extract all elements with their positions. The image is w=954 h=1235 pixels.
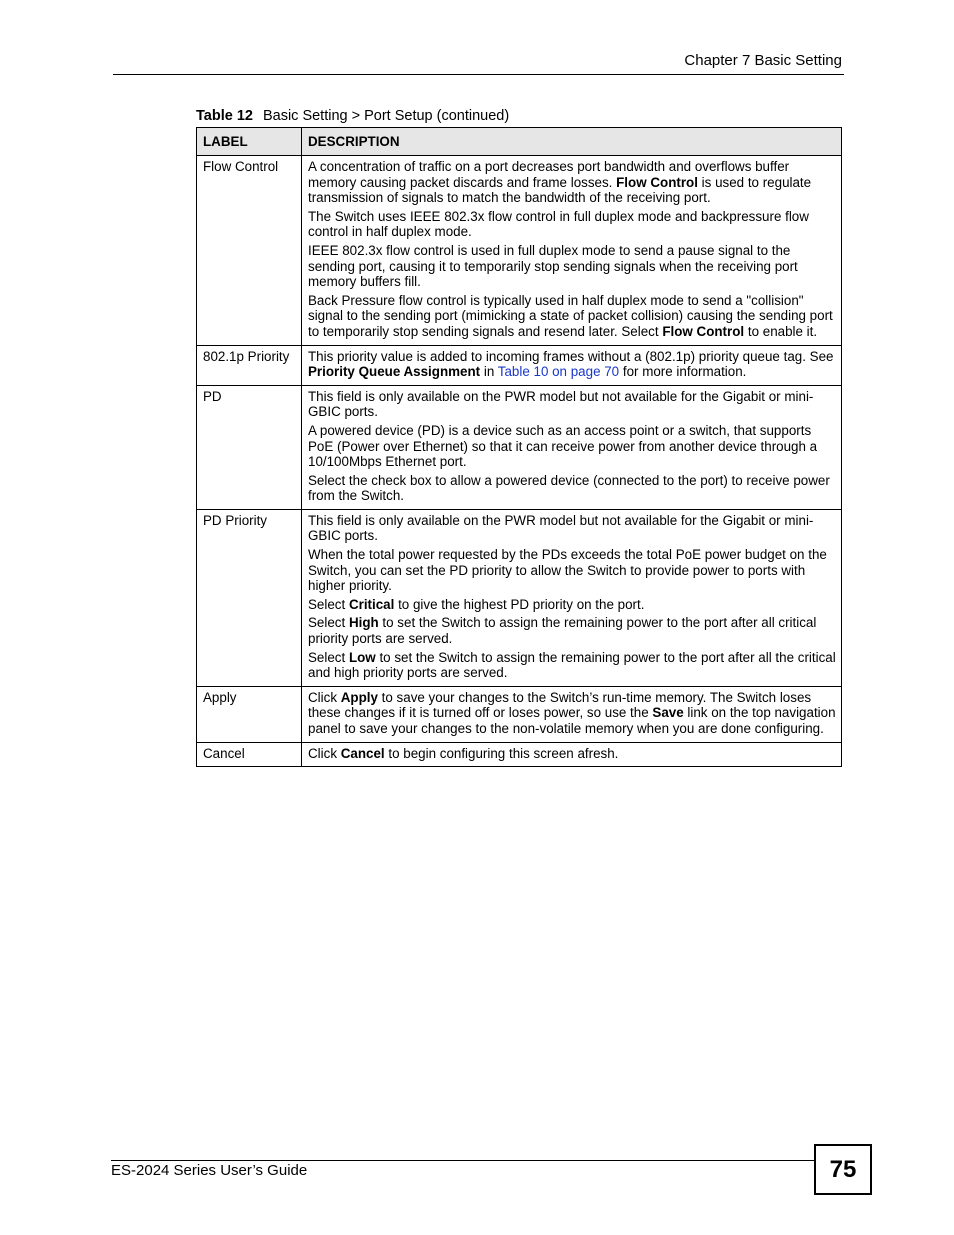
description-paragraph bbox=[308, 209, 836, 240]
text-run: is used to regulate transmission of signals to match the bandwidth of the receiving port. bbox=[308, 174, 812, 206]
bold-term: Cancel bbox=[340, 745, 385, 761]
text-run: The Switch uses IEEE 802.3x flow control in full duplex mode and backpressure flow control in half duplex mode. bbox=[308, 208, 809, 240]
description-paragraph bbox=[308, 690, 836, 737]
text-run: to enable it. bbox=[744, 323, 818, 339]
description-paragraph bbox=[308, 159, 836, 206]
text-run: Select bbox=[308, 596, 349, 612]
text-run: to save your changes to the Switch’s run-time memory. The Switch loses these changes if it is turned off or loses power, so use the bbox=[308, 689, 812, 721]
text-run: Click bbox=[308, 745, 341, 761]
table-row bbox=[197, 156, 842, 346]
footer-divider bbox=[111, 1160, 814, 1161]
description-column-header: DESCRIPTION bbox=[302, 128, 842, 156]
description-paragraph bbox=[308, 349, 836, 380]
text-run: Back Pressure flow control is typically used in half duplex mode to send a "collision" signal to the sending port (mimicking a state of packet collision) causing the sending port to temporarily stop sending signals and resend later. Select bbox=[308, 292, 833, 339]
row-description bbox=[302, 156, 842, 346]
bold-term: Apply bbox=[340, 689, 378, 705]
text-run: A concentration of traffic on a port decreases port bandwidth and overflows buffer memory causing packet discards and frame losses. bbox=[308, 159, 790, 190]
description-paragraph bbox=[308, 513, 836, 544]
text-run: Click bbox=[308, 689, 341, 705]
label-column-header: LABEL bbox=[197, 128, 302, 156]
row-description bbox=[302, 385, 842, 509]
description-paragraph bbox=[308, 473, 836, 504]
description-paragraph bbox=[308, 650, 836, 681]
bold-term: Critical bbox=[348, 596, 395, 612]
description-paragraph bbox=[308, 293, 836, 340]
text-run: When the total power requested by the PDs exceeds the total PoE power budget on the Switch, you can set the PD priority to allow the Switch to provide power to ports with higher priority. bbox=[308, 547, 827, 594]
bold-term: Flow Control bbox=[662, 323, 745, 339]
chapter-title: Chapter 7 Basic Setting bbox=[684, 52, 842, 69]
text-run: to give the highest PD priority on the port. bbox=[394, 596, 645, 612]
port-setup-table bbox=[196, 127, 842, 767]
table-caption bbox=[196, 108, 509, 124]
guide-title: ES-2024 Series User’s Guide bbox=[111, 1162, 308, 1179]
bold-term: High bbox=[348, 615, 379, 631]
cross-reference-link[interactable]: Table 10 on page 70 bbox=[497, 364, 620, 380]
row-label: PD Priority bbox=[197, 509, 302, 686]
text-run: link on the top navigation panel to save your changes to the non-volatile memory when you are done configuring. bbox=[308, 705, 836, 736]
row-label: Apply bbox=[197, 686, 302, 742]
description-paragraph bbox=[308, 547, 836, 594]
table-row bbox=[197, 385, 842, 509]
description-paragraph bbox=[308, 243, 836, 290]
table-body bbox=[197, 156, 842, 767]
text-run: for more information. bbox=[619, 364, 747, 380]
row-description bbox=[302, 345, 842, 385]
bold-term: Low bbox=[348, 649, 376, 665]
table-header-row bbox=[197, 128, 842, 156]
text-run: This field is only available on the PWR model but not available for the Gigabit or mini-GBIC ports. bbox=[308, 388, 814, 420]
text-run: in bbox=[480, 364, 498, 380]
table-row bbox=[197, 509, 842, 686]
description-paragraph bbox=[308, 615, 836, 646]
text-run: to set the Switch to assign the remaining power to the port after all the critical and high priority ports are served. bbox=[308, 649, 836, 681]
page-number: 75 bbox=[814, 1144, 872, 1195]
table-number: Table 12 bbox=[196, 108, 253, 124]
text-run: Select bbox=[308, 615, 349, 631]
table-row bbox=[197, 686, 842, 742]
row-description bbox=[302, 742, 842, 767]
description-paragraph bbox=[308, 597, 836, 613]
description-paragraph bbox=[308, 423, 836, 470]
header-divider bbox=[113, 74, 844, 75]
text-run: This priority value is added to incoming frames without a (802.1p) priority queue tag. See bbox=[308, 348, 834, 364]
bold-term: Priority Queue Assignment bbox=[308, 364, 481, 380]
row-label: 802.1p Priority bbox=[197, 345, 302, 385]
text-run: IEEE 802.3x flow control is used in full duplex mode to send a pause signal to the sending port, causing it to temporarily stop sending signals when the receiving port memory buffers fill. bbox=[308, 242, 798, 290]
text-run: to set the Switch to assign the remaining power to the port after all critical priority ports are served. bbox=[308, 615, 817, 647]
table-row bbox=[197, 742, 842, 767]
text-run: Select bbox=[308, 649, 349, 665]
bold-term: Flow Control bbox=[616, 174, 698, 190]
text-run: to begin configuring this screen afresh. bbox=[384, 745, 619, 761]
row-label: Cancel bbox=[197, 742, 302, 767]
text-run: Select the check box to allow a powered device (connected to the port) to receive power from the Switch. bbox=[308, 472, 830, 504]
description-paragraph bbox=[308, 389, 836, 420]
table-title: Basic Setting > Port Setup (continued) bbox=[262, 108, 510, 124]
row-label: Flow Control bbox=[197, 156, 302, 346]
table-row bbox=[197, 345, 842, 385]
row-description bbox=[302, 686, 842, 742]
row-description bbox=[302, 509, 842, 686]
text-run: A powered device (PD) is a device such as an access point or a switch, that supports PoE (Power over Ethernet) so that it can receive power from another device through a 10/100Mbps Ethernet port. bbox=[308, 422, 818, 470]
description-paragraph bbox=[308, 746, 836, 762]
row-label: PD bbox=[197, 385, 302, 509]
bold-term: Save bbox=[652, 705, 684, 721]
text-run: This field is only available on the PWR model but not available for the Gigabit or mini-GBIC ports. bbox=[308, 512, 814, 544]
